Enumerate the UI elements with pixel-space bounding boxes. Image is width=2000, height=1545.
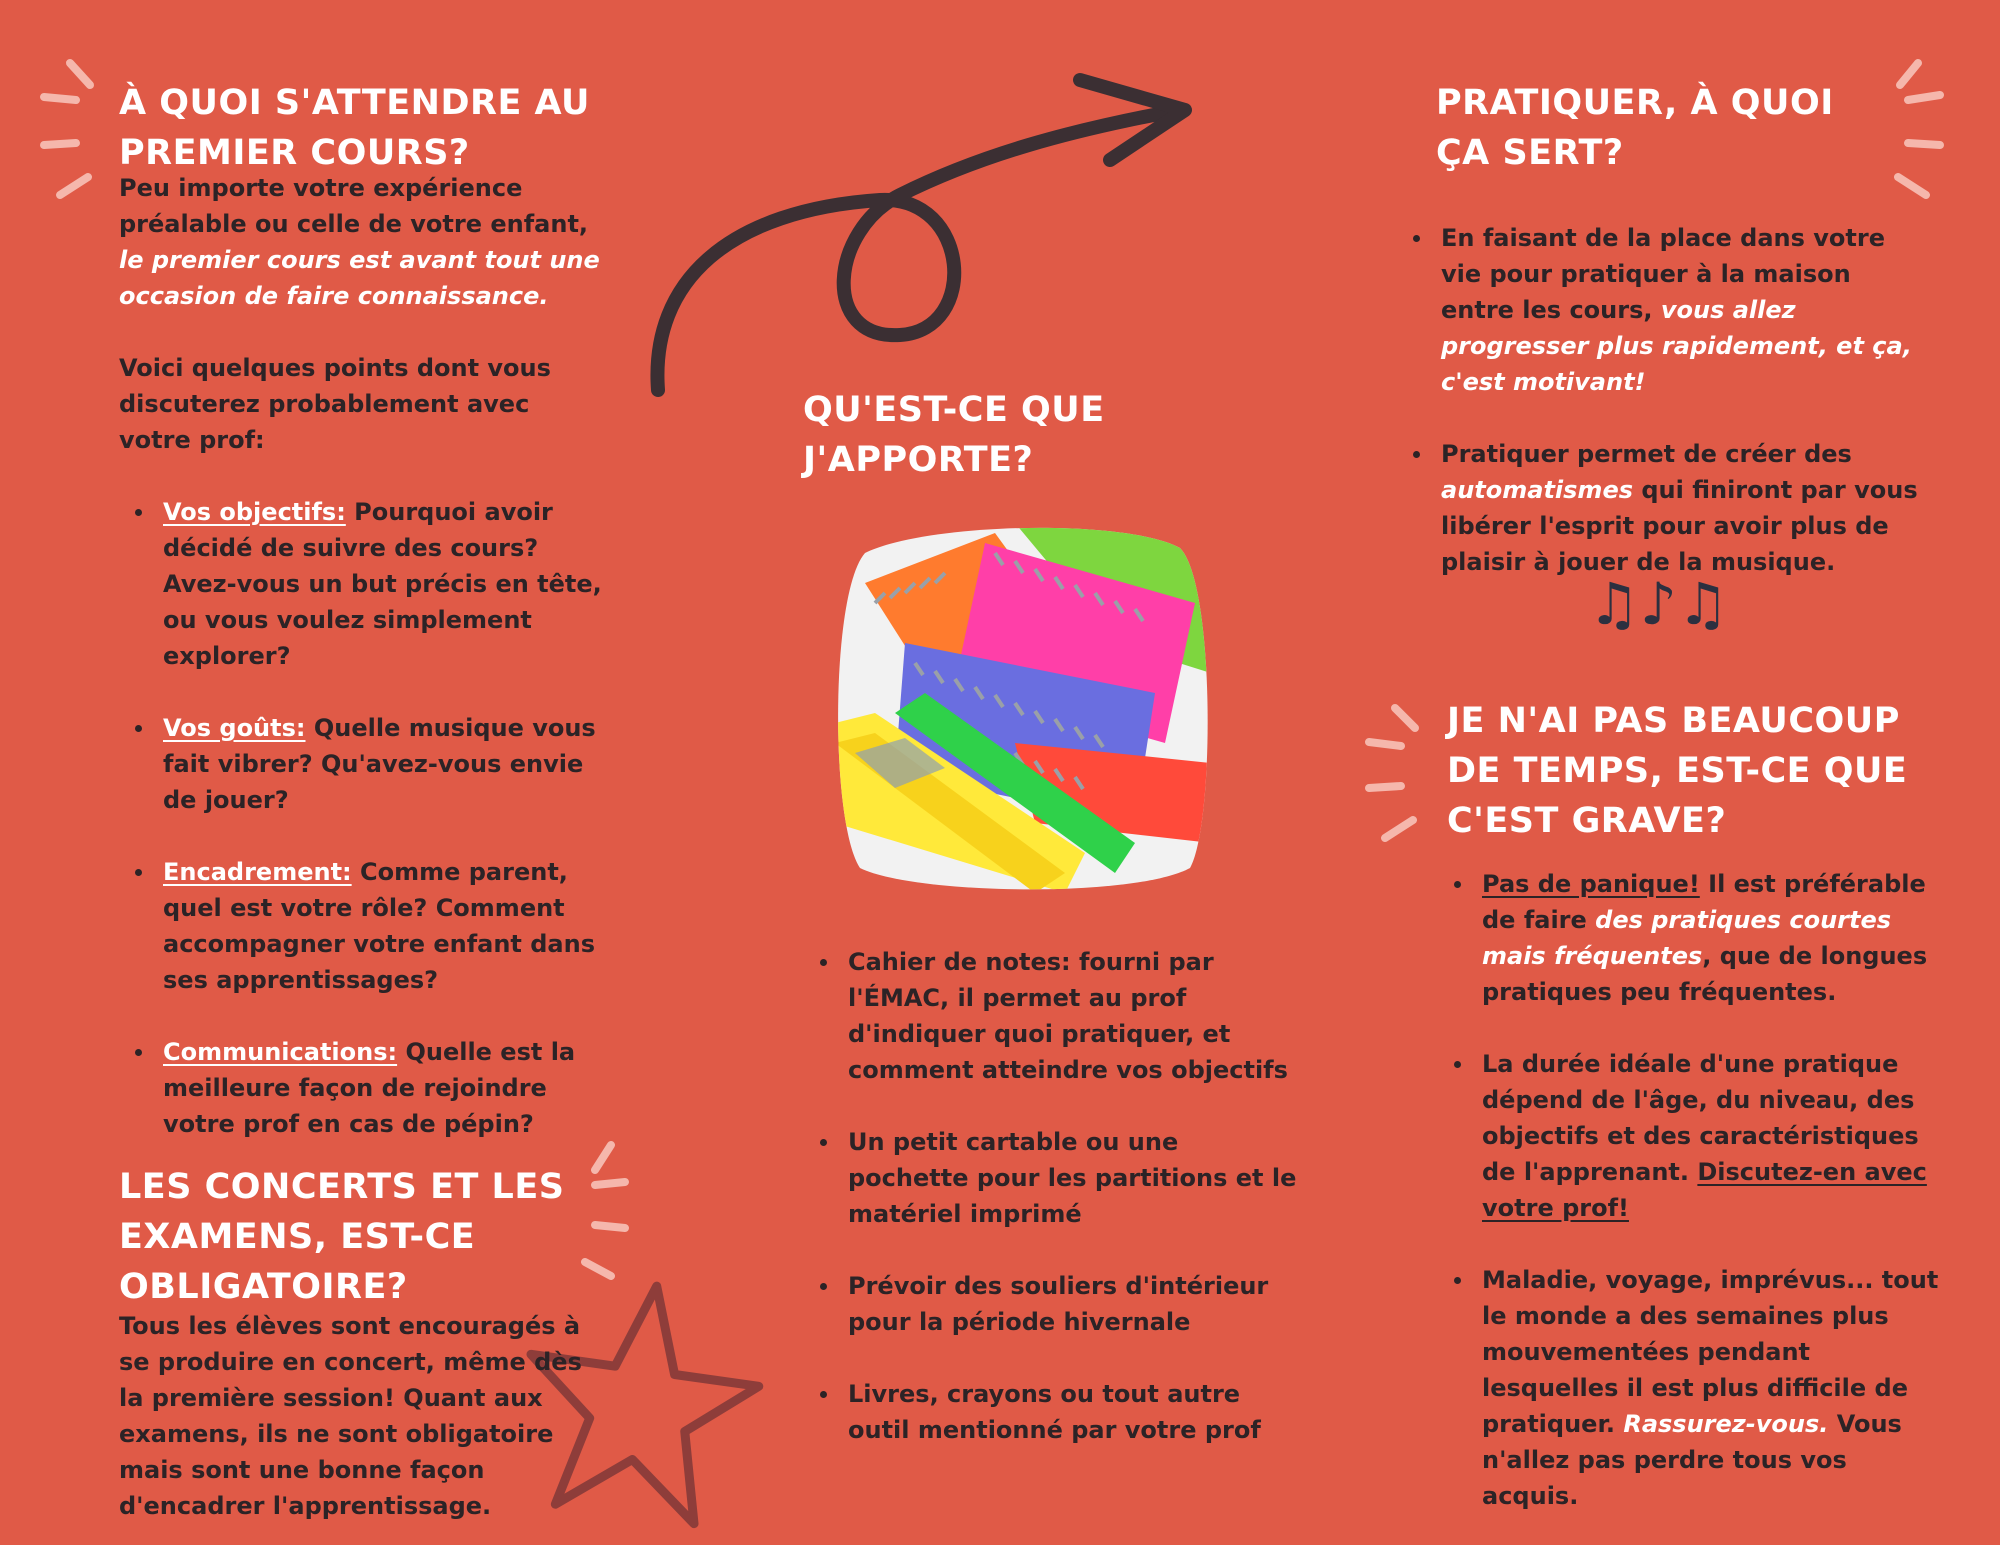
- section-title-concerts: LES CONCERTS ET LES EXAMENS, EST-CE OBLIGATOIRE?: [119, 1167, 565, 1307]
- list-item: Pratiquer permet de créer des automatismes qui finiront par vous libérer l'esprit pour avoir plus de plaisir à jouer de la musique.: [1441, 436, 1931, 580]
- list-item: Cahier de notes: fourni par l'ÉMAC, il permet au prof d'indiquer quoi pratiquer, et comment atteindre vos objectifs: [848, 944, 1303, 1088]
- list-item: En faisant de la place dans votre vie pour pratiquer à la maison entre les cours, vous allez progresser plus rapidement, et ça, c'est motivant!: [1441, 220, 1931, 400]
- list-item: Vos objectifs: Pourquoi avoir décidé de suivre des cours? Avez-vous un but précis en tête, ou vous voulez simplement explorer?: [163, 494, 608, 674]
- section-title-not-much-time: JE N'AI PAS BEAUCOUP DE TEMPS, EST-CE QUE C'EST GRAVE?: [1447, 701, 1908, 841]
- list-item: Encadrement: Comme parent, quel est votre rôle? Comment accompagner votre enfant dans ses apprentissages?: [163, 854, 608, 998]
- section-title-why-practice: PRATIQUER, À QUOI ÇA SERT?: [1436, 83, 1834, 173]
- concerts-body: Tous les élèves sont encouragés à se produire en concert, même dès la première session! Quant aux examens, ils ne sont obligatoire mais sont une bonne façon d'encadrer l'apprentissage.: [119, 1312, 582, 1520]
- list-item: La durée idéale d'une pratique dépend de l'âge, du niveau, des objectifs et des caractéristiques de l'apprenant. Discutez-en avec votre prof!: [1482, 1046, 1942, 1226]
- why-practice-list: [1441, 220, 1931, 580]
- section-title-what-to-bring: QU'EST-CE QUE J'APPORTE?: [803, 390, 1105, 480]
- section-title-first-lesson: À QUOI S'ATTENDRE AU PREMIER COURS?: [119, 83, 590, 173]
- what-to-bring-list: [848, 944, 1303, 1448]
- list-item: Prévoir des souliers d'intérieur pour la période hivernale: [848, 1268, 1303, 1340]
- list-item: Pas de panique! Il est préférable de faire des pratiques courtes mais fréquentes, que de longues pratiques peu fréquentes.: [1482, 866, 1942, 1010]
- list-item: Livres, crayons ou tout autre outil mentionné par votre prof: [848, 1376, 1303, 1448]
- notebooks-image: [835, 523, 1211, 893]
- discussion-points-list: [163, 494, 608, 1142]
- list-item: Maladie, voyage, imprévus... tout le monde a des semaines plus mouvementées pendant lesquelles il est plus difficile de pratiquer. Rassurez-vous. Vous n'allez pas perdre tous vos acquis.: [1482, 1262, 1942, 1514]
- sparkle-icon: [1890, 55, 1950, 205]
- not-much-time-list: [1482, 866, 1942, 1514]
- sparkle-icon: [1365, 700, 1425, 850]
- points-intro: Voici quelques points dont vous discuterez probablement avec votre prof:: [119, 354, 551, 454]
- curly-arrow-icon: [640, 60, 1200, 410]
- sparkle-icon: [575, 1140, 635, 1280]
- list-item: Communications: Quelle est la meilleure façon de rejoindre votre prof en cas de pépin?: [163, 1034, 608, 1142]
- sparkle-icon: [40, 55, 100, 205]
- music-notes-icon: ♫♪♫: [1588, 570, 1730, 638]
- first-lesson-intro: Peu importe votre expérience préalable ou celle de votre enfant, le premier cours est avant tout une occasion de faire connaissance.: [119, 174, 600, 310]
- list-item: Vos goûts: Quelle musique vous fait vibrer? Qu'avez-vous envie de jouer?: [163, 710, 608, 818]
- list-item: Un petit cartable ou une pochette pour les partitions et le matériel imprimé: [848, 1124, 1303, 1232]
